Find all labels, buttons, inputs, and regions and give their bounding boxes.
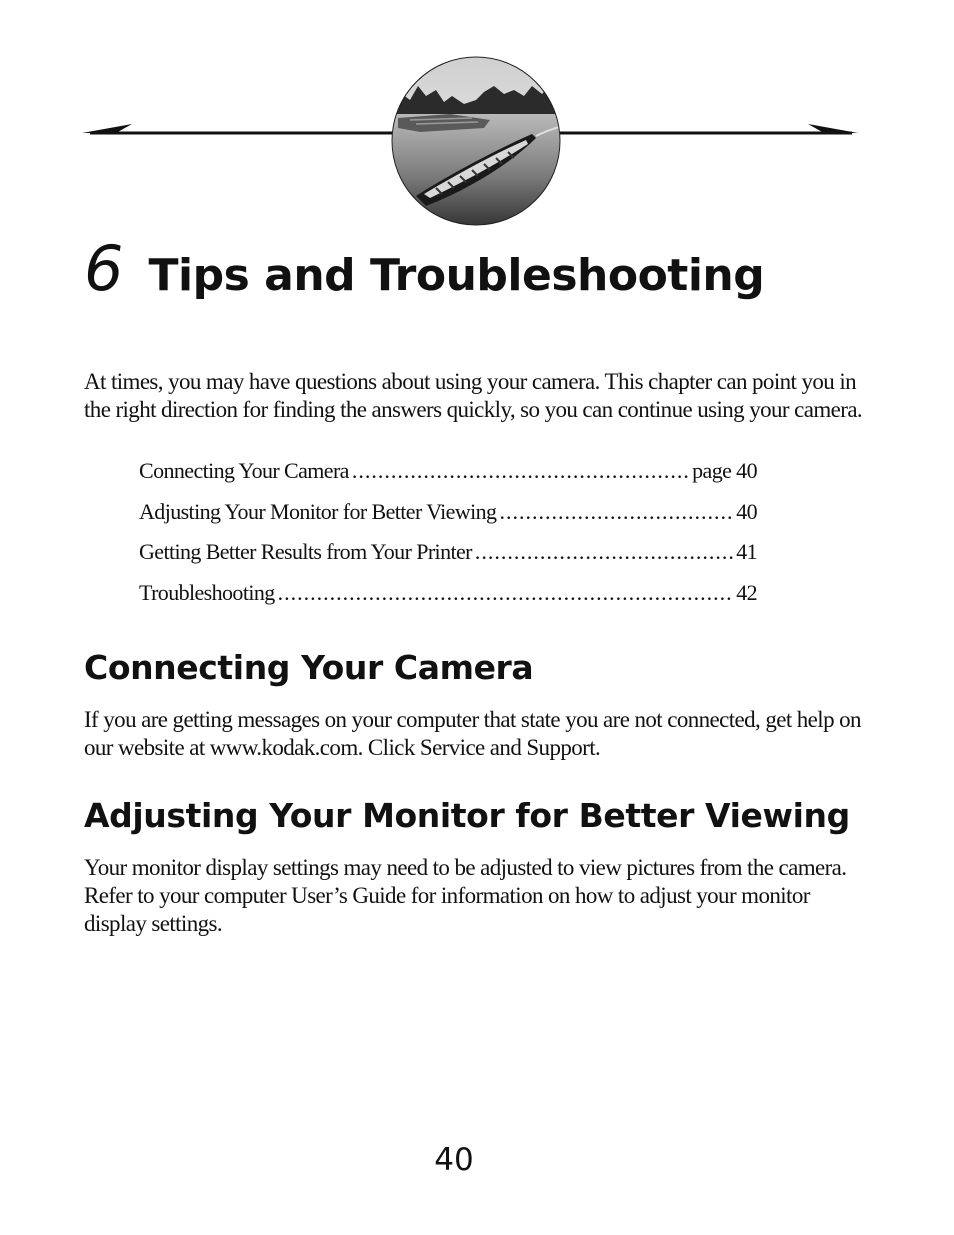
toc-item-page: 40 [736,498,757,524]
toc-item[interactable] [139,539,757,580]
chapter-toc [139,458,757,620]
chapter-number: 6 [84,232,124,305]
toc-item[interactable] [139,580,757,621]
toc-item-label: Connecting Your Camera [139,458,349,483]
toc-item-page: 42 [736,579,757,605]
toc-item-label: Troubleshooting [139,579,275,605]
toc-leader-dots [278,580,734,606]
toc-item-page: 41 [736,539,757,564]
toc-leader-dots [499,499,733,525]
chapter-title: Tips and Troubleshooting [148,250,765,301]
toc-leader-dots [475,539,733,565]
toc-item[interactable] [139,458,757,499]
right-arrow-rule [560,124,858,133]
toc-item-label: Getting Better Results from Your Printer [139,539,472,564]
left-arrow-rule [82,124,392,133]
page-number: 40 [434,1142,474,1178]
section-body-adjusting-monitor: Your monitor display settings may need to be adjusted to view pictures from the camera. Refer to your computer User’s Guide for information on how to adjust your monitor display settings. [84,855,847,936]
toc-leader-dots [352,458,689,484]
toc-item-label: Adjusting Your Monitor for Better Viewing [139,498,497,524]
toc-item-page: page 40 [692,458,757,483]
chapter-heading [84,232,765,305]
section-heading-connecting-camera: Connecting Your Camera [84,648,534,687]
section-body-connecting-camera: If you are getting messages on your computer that state you are not connected, get help on our website at www.kodak.com. Click Service and Support. [84,707,861,760]
toc-item[interactable] [139,499,757,540]
chapter-header-graphic [80,56,862,232]
section-heading-adjusting-monitor: Adjusting Your Monitor for Better Viewing [84,796,850,835]
intro-paragraph: At times, you may have questions about using your camera. This chapter can point you in the right direction for finding the answers quickly, so you can continue using your camera. [84,369,863,422]
